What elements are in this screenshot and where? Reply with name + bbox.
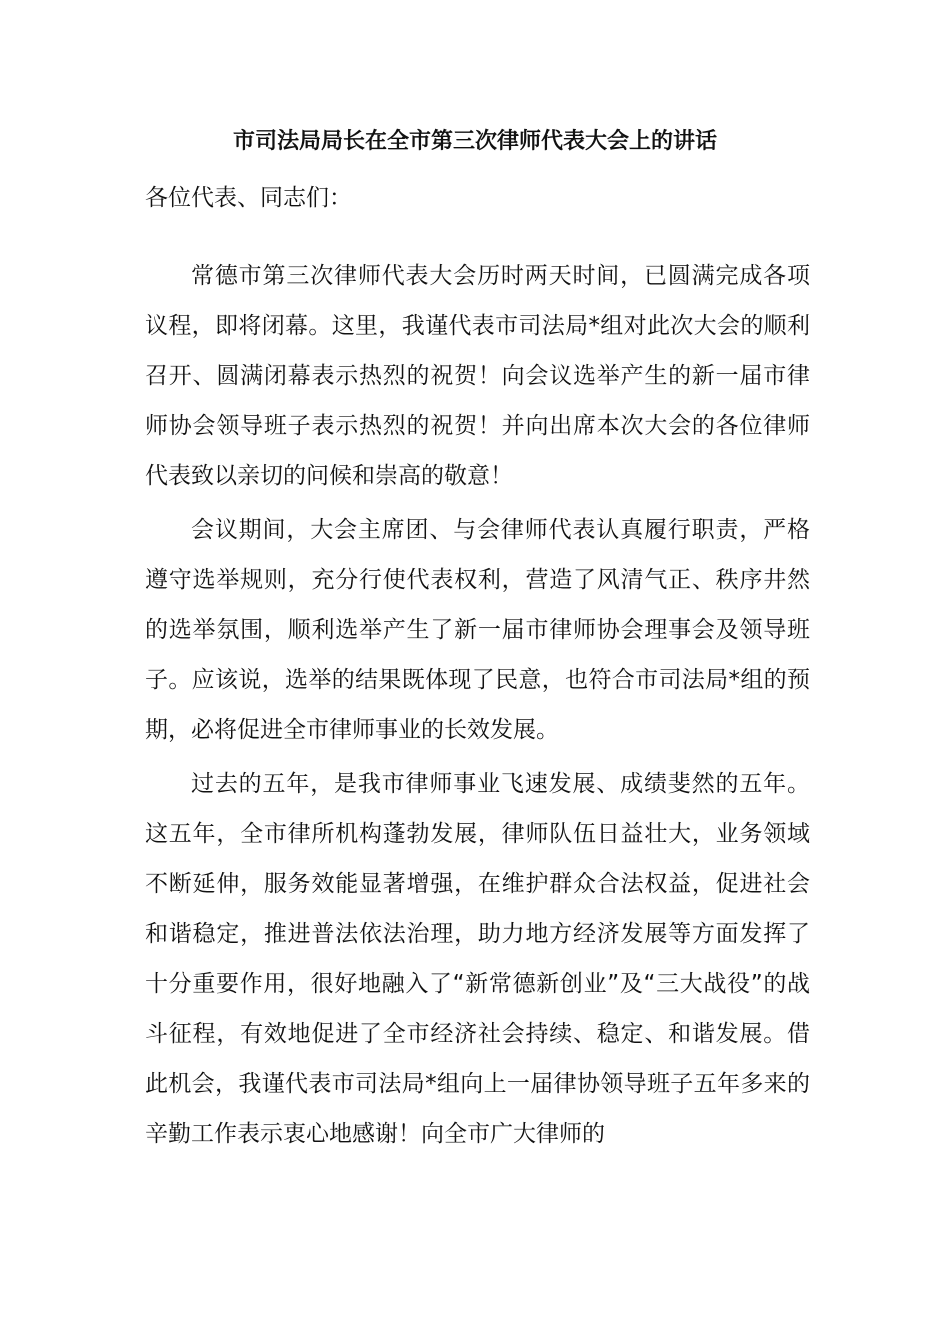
paragraph-1: 常德市第三次律师代表大会历时两天时间，已圆满完成各项议程，即将闭幕。这里，我谨代表市司法局*组对此次大会的顺利召开、圆满闭幕表示热烈的祝贺！向会议选举产生的新一届市律师协会领导班子表示热烈的祝贺！并向出席本次大会的各位律师代表致以亲切的问候和崇高的敬意！ bbox=[145, 263, 810, 489]
paragraph-3: 过去的五年，是我市律师事业飞速发展、成绩斐然的五年。这五年，全市律所机构蓬勃发展，律师队伍日益壮大，业务领域不断延伸，服务效能显著增强，在维护群众合法权益，促进社会和谐稳定，推进普法依法治理，助力地方经济发展等方面发挥了十分重要作用，很好地融入了“新常德新创业”及“三大战役”的战斗征程，有效地促进了全市经济社会持续、稳定、和谐发展。借此机会，我谨代表市司法局*组向上一届律协领导班子五年多来的辛勤工作表示衷心地感谢！向全市广大律师的 bbox=[145, 771, 810, 1147]
document-title: 市司法局局长在全市第三次律师代表大会上的讲话 bbox=[232, 129, 717, 154]
paragraph-2: 会议期间，大会主席团、与会律师代表认真履行职责，严格遵守选举规则，充分行使代表权利，营造了风清气正、秩序井然的选举氛围，顺利选举产生了新一届市律师协会理事会及领导班子。应该说，选举的结果既体现了民意，也符合市司法局*组的预期，必将促进全市律师事业的长效发展。 bbox=[145, 517, 810, 743]
salutation: 各位代表、同志们： bbox=[145, 185, 352, 211]
